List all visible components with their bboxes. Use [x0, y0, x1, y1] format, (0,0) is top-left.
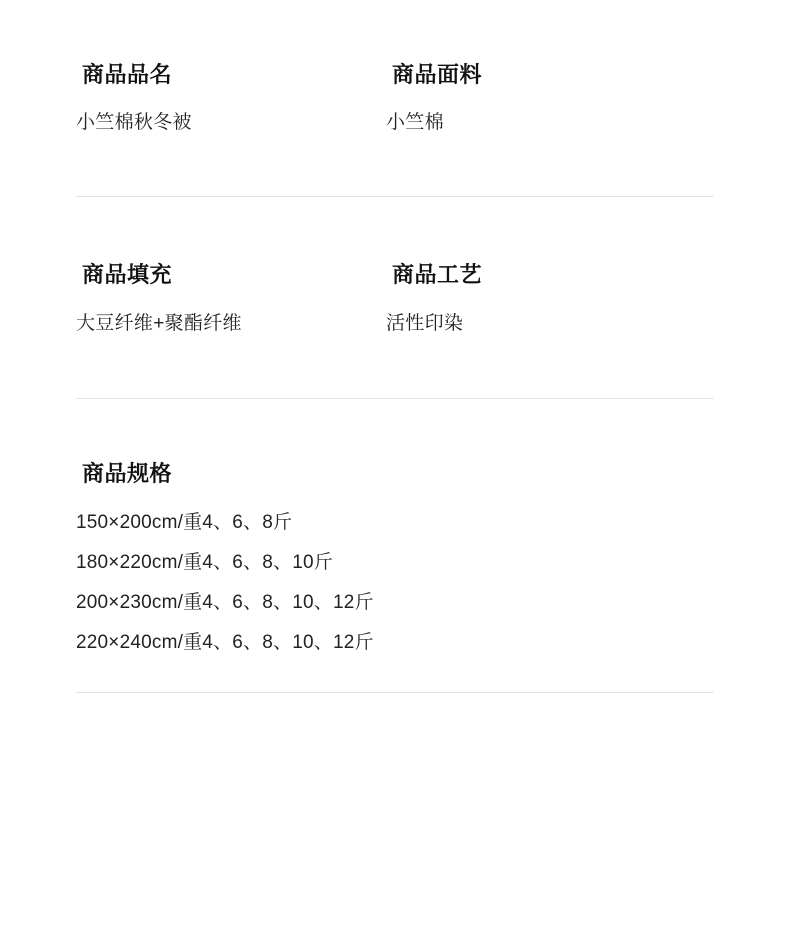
field-product-name: [76, 62, 386, 136]
field-label: 商品填充: [82, 262, 173, 288]
field-value: 活性印染: [386, 313, 464, 335]
field-row: [76, 62, 714, 136]
field-label: 商品规格: [82, 461, 173, 487]
field-value: 小竺棉秋冬被: [76, 112, 192, 134]
section-specifications: [76, 399, 714, 693]
list-item: 200×230cm/重4、6、8、10、12斤: [76, 592, 374, 614]
list-item: 150×200cm/重4、6、8斤: [76, 512, 293, 534]
list-item: 220×240cm/重4、6、8、10、12斤: [76, 632, 374, 654]
field-value: 小竺棉: [386, 112, 444, 134]
field-product-filling: [76, 262, 386, 337]
field-value: 大豆纤维+聚酯纤维: [76, 313, 242, 335]
spec-list: [76, 513, 714, 652]
section-divider: [76, 692, 714, 693]
field-label: 商品品名: [82, 62, 173, 87]
section-material-info: [76, 197, 714, 399]
field-label: 商品工艺: [392, 262, 483, 288]
field-product-fabric: [386, 62, 714, 136]
list-item: 180×220cm/重4、6、8、10斤: [76, 552, 333, 574]
field-row: [76, 262, 714, 337]
field-product-craft: [386, 262, 714, 337]
field-label: 商品面料: [392, 62, 483, 87]
section-basic-info: [76, 0, 714, 197]
